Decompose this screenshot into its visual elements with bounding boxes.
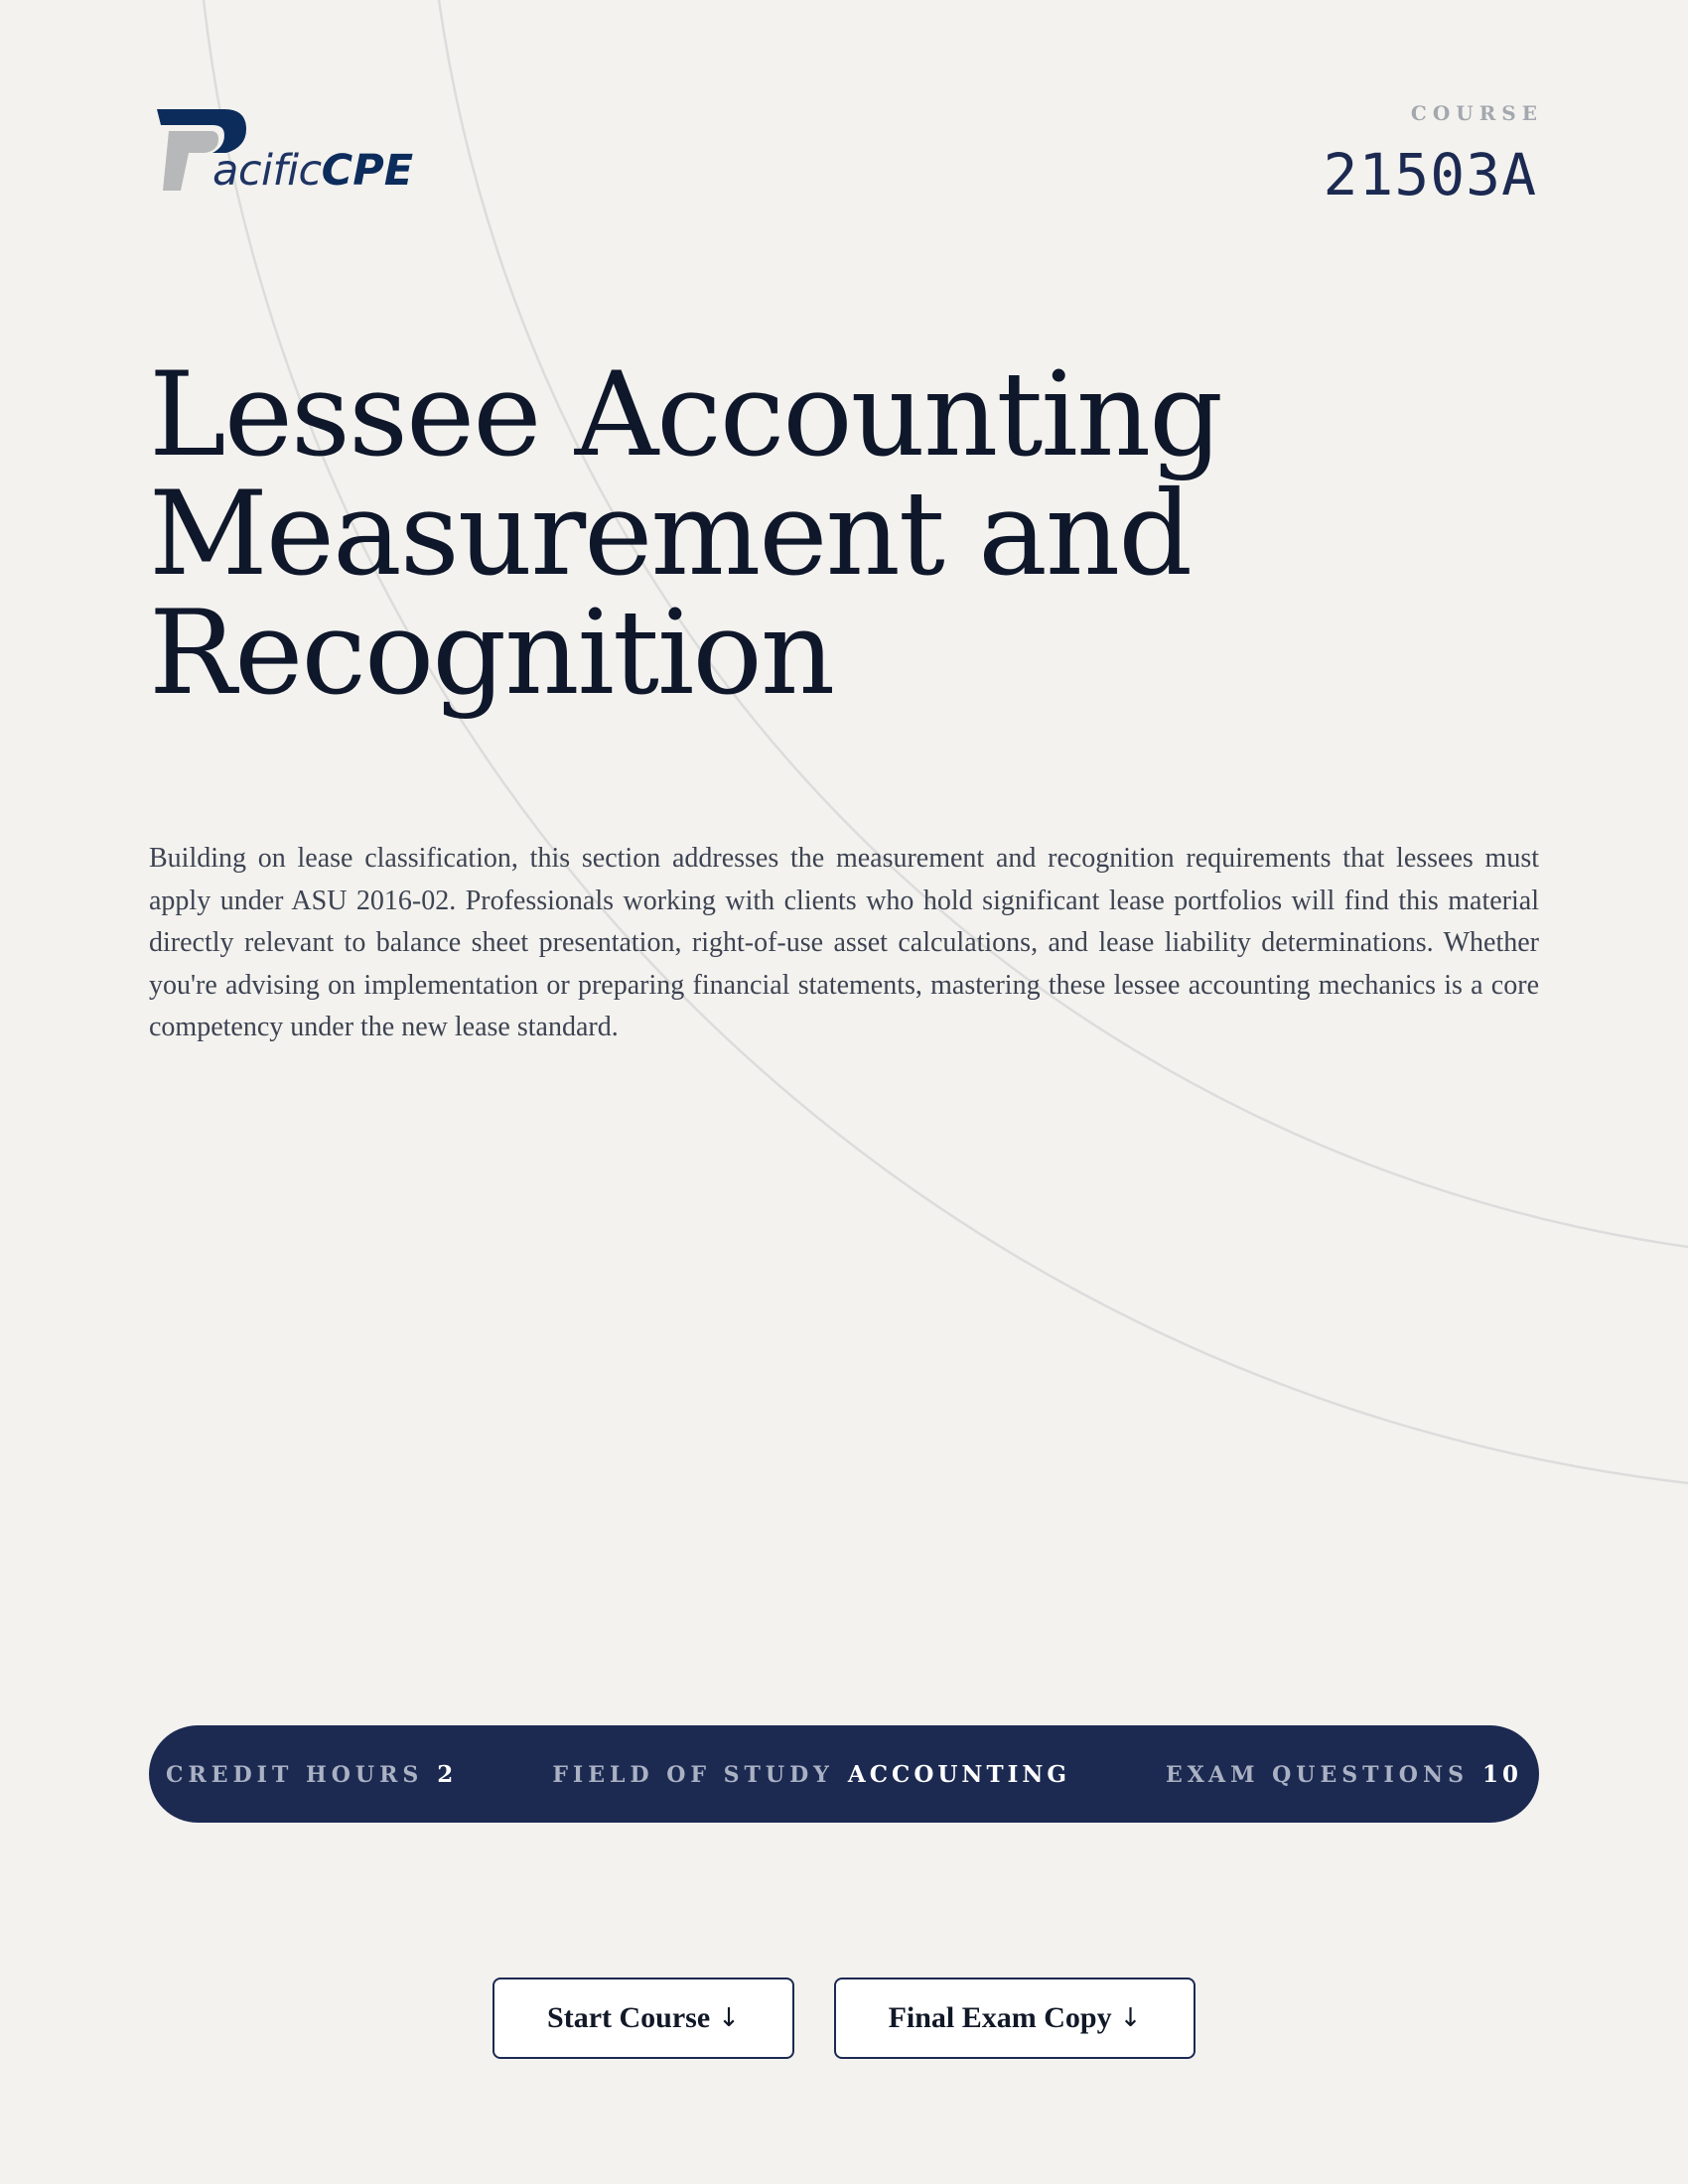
start-course-button[interactable] [492, 1978, 794, 2059]
course-description: Building on lease classification, this section addresses the measurement and recognition requirements that lessees must apply under ASU 2016-02. Professionals working with clients who hold significant lease portfolios will find this material directly relevant to balance sheet presentation, right-of-use asset calculations, and lease liability determinations. Whether you're advising on implementation or preparing financial statements, mastering these lessee accounting mechanics is a core competency under the new lease standard. [149, 843, 1539, 1042]
stat-credit-hours [118, 1761, 504, 1788]
pacific-cpe-logo[interactable] [155, 107, 413, 199]
stat-exam-questions [1118, 1761, 1570, 1788]
final-exam-copy-label: Final Exam Copy [888, 2001, 1112, 2034]
stat-value: 2 [437, 1760, 458, 1788]
arrow-down-icon: ↓ [718, 2003, 740, 2033]
logo-wordmark [212, 145, 413, 197]
arrow-down-icon: ↓ [1119, 2003, 1142, 2033]
course-stats-bar [149, 1725, 1539, 1823]
stat-label: EXAM QUESTIONS [1166, 1761, 1469, 1788]
stat-label: FIELD OF STUDY [552, 1761, 834, 1788]
page-title [149, 346, 1440, 721]
title-line-2: Measurement and [149, 466, 1192, 602]
action-buttons [0, 1978, 1688, 2059]
title-line-3: Recognition [149, 585, 834, 721]
stat-value: 10 [1481, 1760, 1522, 1788]
start-course-label: Start Course [547, 2001, 711, 2034]
logo-cpe-text: CPE [321, 146, 414, 196]
course-label: COURSE [1410, 101, 1543, 125]
course-code: 21503A [1323, 141, 1537, 208]
title-line-1: Lessee Accounting [149, 346, 1222, 482]
stat-field-of-study [504, 1761, 1118, 1788]
final-exam-copy-button[interactable] [834, 1978, 1196, 2059]
stat-value: ACCOUNTING [847, 1760, 1070, 1788]
logo-pacific-text: acific [212, 146, 322, 196]
stat-label: CREDIT HOURS [166, 1761, 424, 1788]
